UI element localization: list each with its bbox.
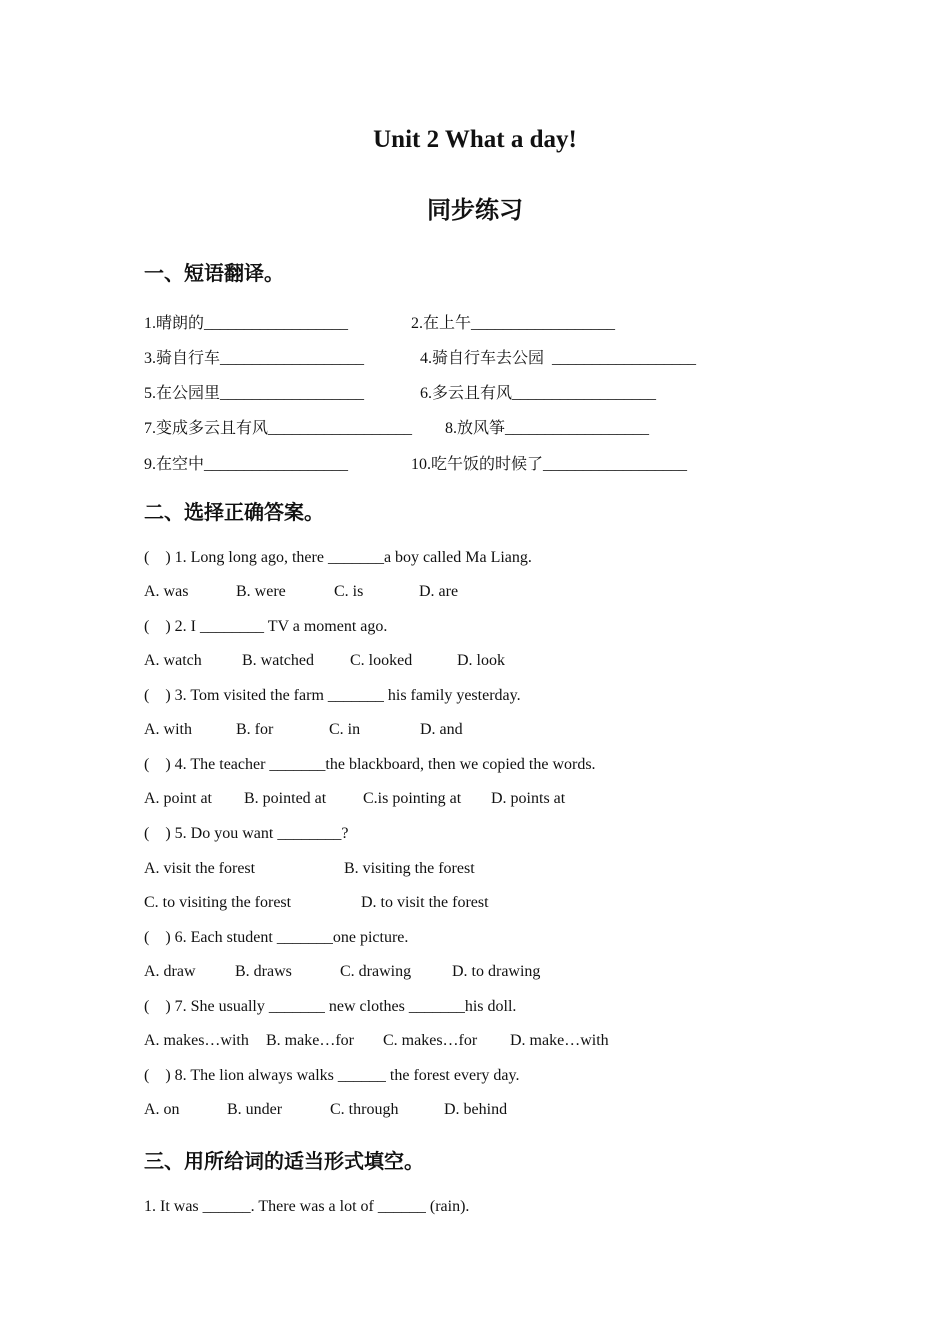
page-title: Unit 2 What a day!: [373, 126, 577, 153]
answer-option: B. for: [236, 721, 274, 738]
fill-in-question: 1. It was ______. There was a lot of ______ (rain).: [144, 1198, 470, 1215]
answer-option: A. on: [144, 1101, 180, 1118]
section-heading-fill-in: 三、用所给词的适当形式填空。: [144, 1149, 424, 1173]
section-heading-translation: 一、短语翻译。: [144, 261, 284, 285]
question-text: ( ) 5. Do you want ________?: [144, 825, 349, 842]
answer-option: C. through: [330, 1101, 399, 1118]
translation-item: 3.骑自行车__________________: [144, 350, 365, 367]
answer-option: B. make…for: [266, 1032, 354, 1049]
answer-option: C. makes…for: [383, 1032, 478, 1049]
answer-option: D. and: [420, 721, 463, 738]
answer-option: B. under: [227, 1101, 283, 1118]
answer-option: A. draw: [144, 963, 196, 980]
answer-option: A. was: [144, 583, 189, 600]
translation-item: 7.变成多云且有风__________________: [144, 420, 413, 437]
answer-option: A. with: [144, 721, 192, 738]
answer-option: B. were: [236, 583, 286, 600]
question-text: ( ) 6. Each student _______one picture.: [144, 929, 409, 946]
answer-option: D. make…with: [510, 1032, 609, 1049]
section-heading-choice: 二、选择正确答案。: [144, 500, 324, 524]
answer-option: A. visit the forest: [144, 860, 256, 877]
answer-option: D. points at: [491, 790, 566, 807]
translation-item: 8.放风筝__________________: [445, 420, 650, 437]
question-text: ( ) 8. The lion always walks ______ the forest every day.: [144, 1067, 520, 1084]
answer-option: C. drawing: [340, 963, 412, 980]
question-text: ( ) 3. Tom visited the farm _______ his family yesterday.: [144, 687, 521, 704]
translation-item: 6.多云且有风__________________: [420, 385, 657, 402]
answer-option: D. to drawing: [452, 963, 541, 980]
answer-option: B. draws: [235, 963, 292, 980]
answer-option: B. watched: [242, 652, 314, 669]
answer-option: B. pointed at: [244, 790, 327, 807]
answer-option: D. to visit the forest: [361, 894, 489, 911]
question-text: ( ) 1. Long long ago, there _______a boy called Ma Liang.: [144, 549, 532, 566]
answer-option: C.is pointing at: [363, 790, 462, 807]
translation-item: 9.在空中__________________: [144, 456, 349, 473]
answer-option: A. makes…with: [144, 1032, 249, 1049]
answer-option: D. look: [457, 652, 505, 669]
answer-option: D. behind: [444, 1101, 508, 1118]
answer-option: A. watch: [144, 652, 202, 669]
translation-item: 4.骑自行车去公园 __________________: [420, 350, 697, 367]
answer-option: C. in: [329, 721, 361, 738]
answer-option: C. to visiting the forest: [144, 894, 292, 911]
translation-item: 2.在上午__________________: [411, 315, 616, 332]
answer-option: D. are: [419, 583, 459, 600]
translation-item: 10.吃午饭的时候了__________________: [411, 456, 688, 473]
answer-option: C. is: [334, 583, 364, 600]
answer-option: A. point at: [144, 790, 212, 807]
question-text: ( ) 4. The teacher _______the blackboard, then we copied the words.: [144, 756, 596, 773]
translation-item: 1.晴朗的__________________: [144, 315, 349, 332]
translation-item: 5.在公园里__________________: [144, 385, 365, 402]
question-text: ( ) 7. She usually _______ new clothes _______his doll.: [144, 998, 517, 1015]
answer-option: C. looked: [350, 652, 413, 669]
page-subtitle: 同步练习: [427, 196, 523, 224]
answer-option: B. visiting the forest: [344, 860, 475, 877]
question-text: ( ) 2. I ________ TV a moment ago.: [144, 618, 388, 635]
